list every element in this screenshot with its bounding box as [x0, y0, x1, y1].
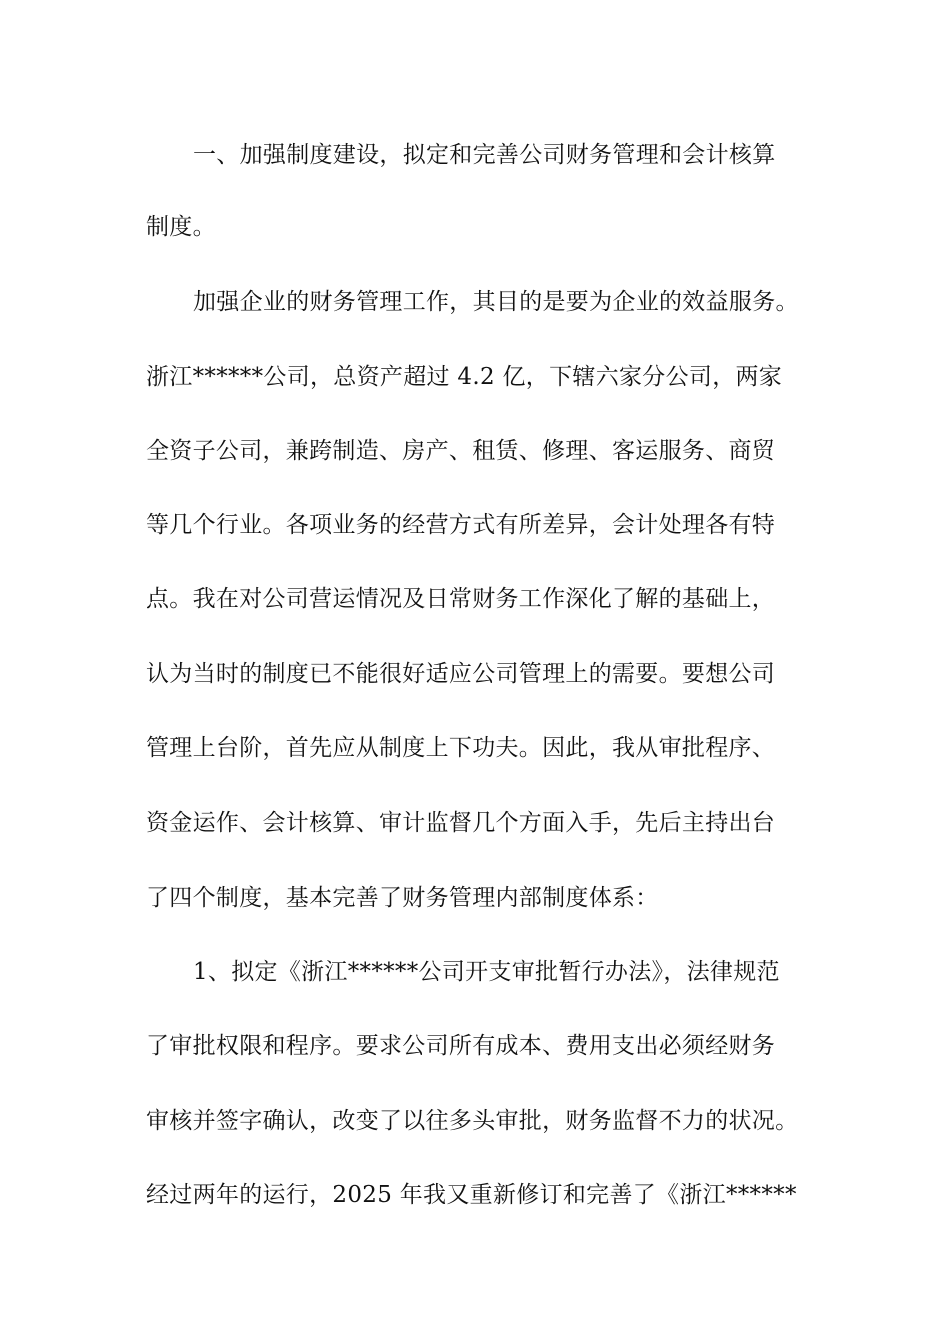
section-heading-line-2: 制度。	[146, 214, 216, 240]
paragraph-line: 资金运作、会计核算、审计监督几个方面入手，先后主持出台	[146, 810, 776, 836]
paragraph-line: 认为当时的制度已不能很好适应公司管理上的需要。要想公司	[146, 661, 776, 687]
paragraph-line: 全资子公司，兼跨制造、房产、租赁、修理、客运服务、商贸	[146, 438, 776, 464]
list-item-line: 经过两年的运行，2025 年我又重新修订和完善了《浙江******	[146, 1182, 797, 1208]
paragraph-line: 等几个行业。各项业务的经营方式有所差异，会计处理各有特	[146, 512, 776, 538]
section-heading-line-1: 一、加强制度建设，拟定和完善公司财务管理和会计核算	[193, 142, 776, 168]
list-item-line: 1、拟定《浙江******公司开支审批暂行办法》，法律规范	[193, 959, 780, 985]
list-item-line: 了审批权限和程序。要求公司所有成本、费用支出必须经财务	[146, 1033, 776, 1059]
paragraph-line: 点。我在对公司营运情况及日常财务工作深化了解的基础上，	[146, 586, 776, 612]
paragraph-line: 加强企业的财务管理工作，其目的是要为企业的效益服务。	[193, 289, 799, 315]
paragraph-line: 管理上台阶，首先应从制度上下功夫。因此，我从审批程序、	[146, 735, 776, 761]
paragraph-line: 了四个制度，基本完善了财务管理内部制度体系：	[146, 885, 659, 911]
list-item-line: 审核并签字确认，改变了以往多头审批，财务监督不力的状况。	[146, 1108, 799, 1134]
paragraph-line: 浙江******公司，总资产超过 4.2 亿，下辖六家分公司，两家	[146, 364, 783, 390]
